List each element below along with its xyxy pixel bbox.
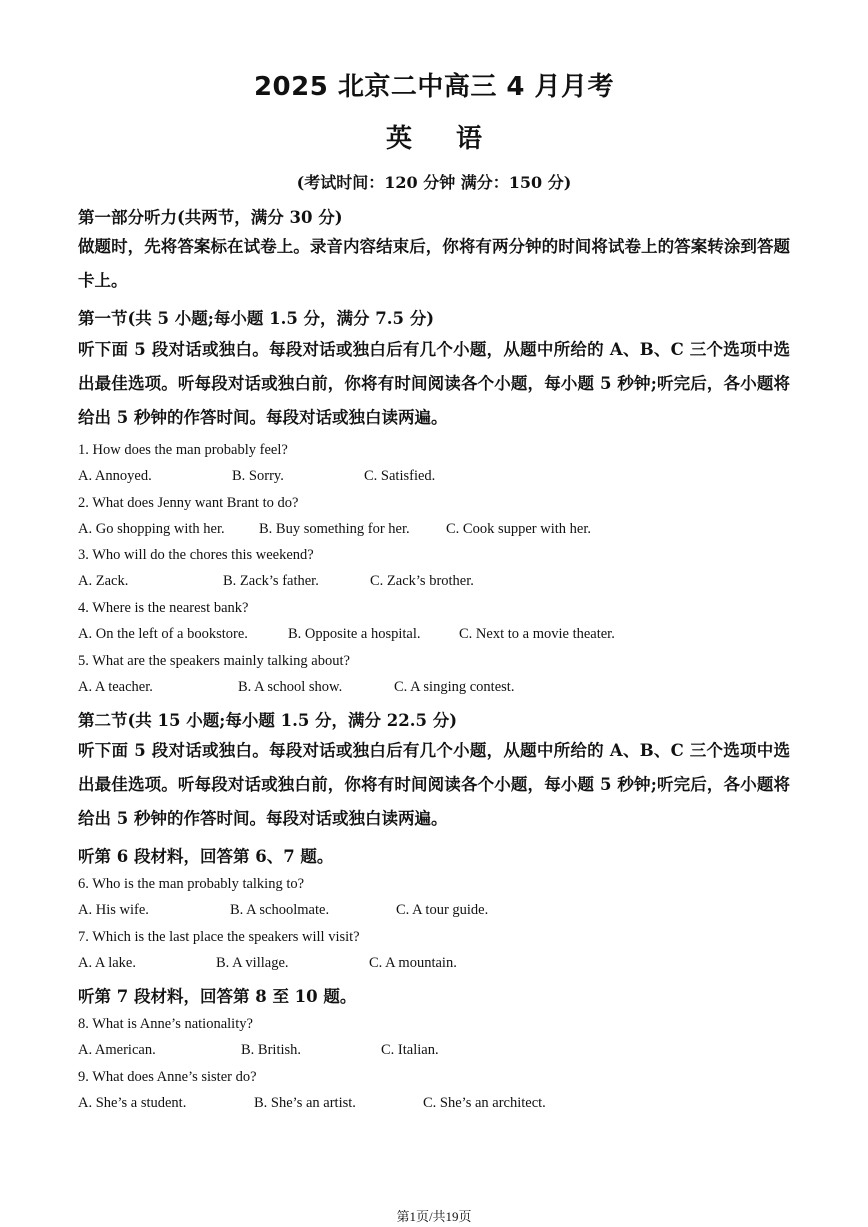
part1-heading: 第一部分听力(共两节，满分 30 分) [78,208,343,227]
section2-heading: 第二节(共 15 小题;每小题 1.5 分，满分 22.5 分) [78,711,458,730]
question-3: 3. Who will do the chores this weekend? [78,547,314,563]
part1-instructions: 做题时，先将答案标在试卷上。录音内容结束后，你将有两分钟的时间将试卷上的答案转涂到答题卡上。 [78,237,790,290]
q1-option-c: C. Satisfied. [364,468,436,484]
q4-option-a: A. On the left of a bookstore. [78,626,248,642]
question-8: 8. What is Anne’s nationality? [78,1016,253,1032]
question-6: 6. Who is the man probably talking to? [78,876,305,892]
q8-option-c: C. Italian. [381,1042,439,1058]
q9-option-a: A. She’s a student. [78,1095,187,1111]
question-4: 4. Where is the nearest bank? [78,600,249,616]
q5-option-c: C. A singing contest. [394,679,515,695]
q1-option-b: B. Sorry. [232,468,284,484]
section1-instructions: 听下面 5 段对话或独白。每段对话或独白后有几个小题，从题中所给的 A、B、C 三个选项中选出最佳选项。听每段对话或独白前，你将有时间阅读各个小题，每小题 5 秒钟;听完后，各小题将给出 5 秒钟的作答时间。每段对话或独白读两遍。 [78,340,790,427]
question-7: 7. Which is the last place the speakers will visit? [78,929,360,945]
q7-option-a: A. A lake. [78,955,136,971]
question-9: 9. What does Anne’s sister do? [78,1069,257,1085]
q5-option-a: A. A teacher. [78,679,153,695]
q8-option-b: B. British. [241,1042,302,1058]
q4-option-b: B. Opposite a hospital. [288,626,421,642]
q2-option-b: B. Buy something for her. [259,521,410,537]
question-2: 2. What does Jenny want Brant to do? [78,495,299,511]
q6-option-a: A. His wife. [78,902,149,918]
q5-option-b: B. A school show. [238,679,343,695]
material-7-heading: 听第 7 段材料，回答第 8 至 10 题。 [78,987,357,1006]
q9-option-c: C. She’s an architect. [423,1095,546,1111]
q3-option-c: C. Zack’s brother. [370,573,474,589]
page-footer: 第1页/共19页 [396,1209,472,1224]
q8-option-a: A. American. [78,1042,156,1058]
q2-option-c: C. Cook supper with her. [446,521,591,537]
section2-instructions: 听下面 5 段对话或独白。每段对话或独白后有几个小题，从题中所给的 A、B、C 三个选项中选出最佳选项。听每段对话或独白前，你将有时间阅读各个小题，每小题 5 秒钟;听完后，各小题将给出 5 秒钟的作答时间。每段对话或独白读两遍。 [78,741,790,828]
question-1: 1. How does the man probably feel? [78,442,288,458]
q7-option-b: B. A village. [216,955,289,971]
q3-option-b: B. Zack’s father. [223,573,319,589]
q1-option-a: A. Annoyed. [78,468,152,484]
subject-title: 英语 [385,124,526,154]
section1-heading: 第一节(共 5 小题;每小题 1.5 分，满分 7.5 分) [78,309,435,328]
q2-option-a: A. Go shopping with her. [78,521,225,537]
q7-option-c: C. A mountain. [369,955,457,971]
material-6-heading: 听第 6 段材料，回答第 6、7 题。 [78,847,334,866]
exam-title: 2025 北京二中高三 4 月月考 [253,72,615,102]
exam-info: (考试时间：120 分钟 满分：150 分) [296,173,572,192]
q6-option-b: B. A schoolmate. [230,902,330,918]
q6-option-c: C. A tour guide. [396,902,489,918]
q9-option-b: B. She’s an artist. [254,1095,356,1111]
question-5: 5. What are the speakers mainly talking about? [78,653,350,669]
q3-option-a: A. Zack. [78,573,129,589]
q4-option-c: C. Next to a movie theater. [459,626,615,642]
